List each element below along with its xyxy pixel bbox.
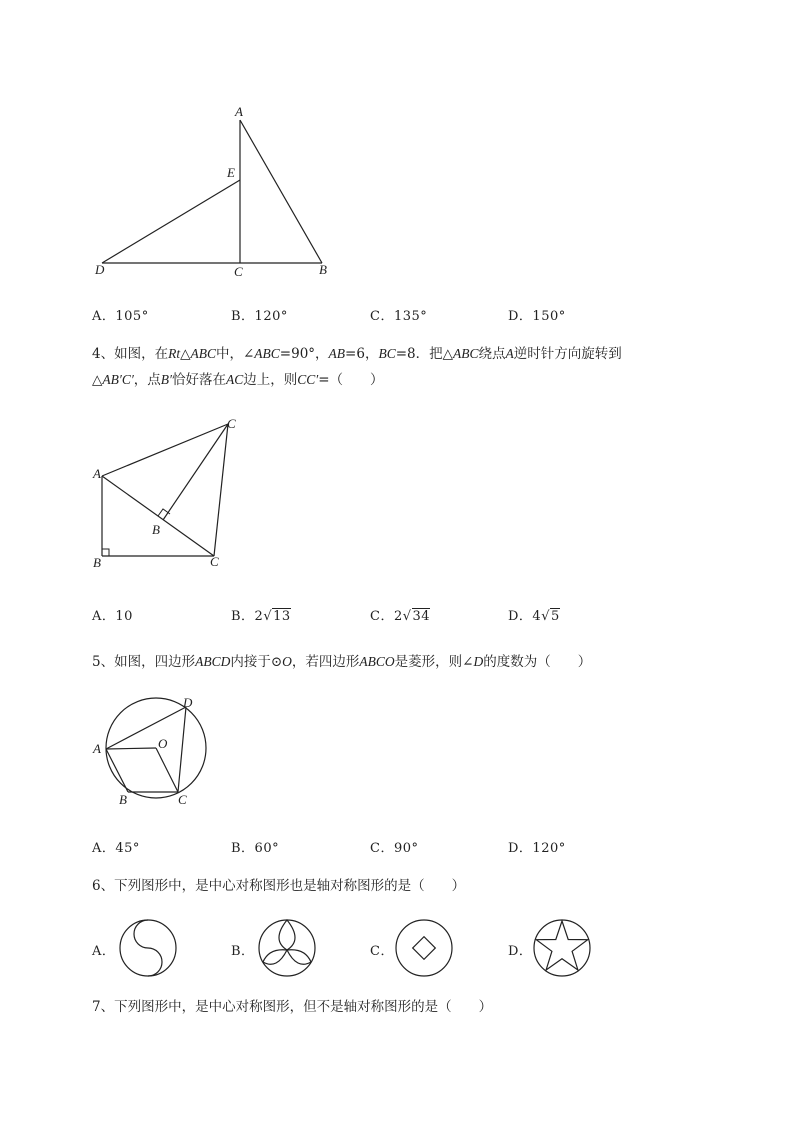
q3-option-b[interactable]: B．120° xyxy=(231,309,288,324)
q3-label-c: C xyxy=(234,264,243,279)
q5-segment-ao xyxy=(106,748,156,749)
q5-option-a[interactable]: A．45° xyxy=(92,841,140,856)
q4-option-d[interactable] xyxy=(508,605,560,624)
q5-label-c: C xyxy=(178,792,187,807)
q4-option-c[interactable] xyxy=(370,605,430,624)
q5-option-d[interactable]: D．120° xyxy=(508,841,566,856)
q4-right-angle-mark-b1 xyxy=(158,509,170,516)
q3-option-c[interactable]: C．135° xyxy=(370,309,428,324)
q4-option-d-prefix: D．4 xyxy=(508,609,542,624)
q5-label-d: D xyxy=(183,695,193,710)
q5-segment-oc xyxy=(156,748,178,792)
q6-option-b[interactable]: B． xyxy=(231,944,255,959)
q3-label-b: B xyxy=(319,262,327,277)
q4-segment-b1c1 xyxy=(163,424,228,520)
three-petal-circle-icon xyxy=(257,918,317,978)
q4-label-b1: B xyxy=(152,522,160,537)
q5-option-b[interactable]: B．60° xyxy=(231,841,280,856)
q4-option-a[interactable]: A．10 xyxy=(92,609,133,624)
q4-label-b: B xyxy=(93,555,101,570)
q6-option-a[interactable]: A． xyxy=(92,944,116,959)
q4-question-line1: 4、如图，在Rt△ABC中，∠ABC=90°，AB=6，BC=8．把△ABC绕点A逆时针方向旋转到 xyxy=(92,346,622,362)
sqrt-symbol: √34 xyxy=(402,609,431,624)
q5-label-b: B xyxy=(119,792,127,807)
q4-label-a: A xyxy=(93,466,101,481)
q3-option-a[interactable]: A．105° xyxy=(92,309,149,324)
q5-option-c[interactable]: C．90° xyxy=(370,841,419,856)
q5-label-a: A xyxy=(93,741,101,756)
q5-segment-dc xyxy=(178,707,186,792)
q3-triangle-figure xyxy=(80,100,340,285)
q3-label-a: A xyxy=(235,104,243,119)
q4-option-c-prefix: C．2 xyxy=(370,609,403,624)
sqrt-symbol: √13 xyxy=(263,609,291,624)
q3-option-d[interactable]: D．150° xyxy=(508,309,566,324)
sqrt-symbol: √5 xyxy=(541,609,560,624)
q5-segment-ad xyxy=(106,707,186,749)
q4-option-b-prefix: B．2 xyxy=(231,609,264,624)
q5-circle-figure xyxy=(85,693,225,813)
q6-option-c[interactable]: C． xyxy=(370,944,394,959)
q4-segment-ac1 xyxy=(102,424,228,476)
q4-option-b[interactable] xyxy=(231,605,291,624)
q4-question-line2: △AB′C′，点B′恰好落在AC边上，则CC′=（ ） xyxy=(92,372,384,388)
q5-question-line: 5、如图，四边形ABCD内接于⊙O，若四边形ABCO是菱形，则∠D的度数为（ ） xyxy=(92,654,592,670)
circle-with-square-icon xyxy=(394,918,454,978)
q4-segment-c1c xyxy=(214,424,228,556)
q4-right-angle-mark-b xyxy=(102,549,109,556)
q5-segment-ab xyxy=(106,749,128,792)
q6-option-d[interactable]: D． xyxy=(508,944,533,959)
q3-segment-de xyxy=(102,180,240,263)
q7-question-line: 7、下列图形中，是中心对称图形，但不是轴对称图形的是（ ） xyxy=(92,999,493,1015)
q6-question-line: 6、下列图形中，是中心对称图形也是轴对称图形的是（ ） xyxy=(92,878,466,894)
yin-yang-icon xyxy=(118,918,178,978)
q5-label-o: O xyxy=(158,736,168,751)
q3-label-e: E xyxy=(227,165,235,180)
q3-segment-ab-slant xyxy=(240,120,322,263)
circle-with-star-icon xyxy=(532,918,592,978)
q4-rotation-figure xyxy=(80,410,260,580)
q4-label-c1: C xyxy=(227,416,236,431)
q3-label-d: D xyxy=(95,262,105,277)
q4-label-c: C xyxy=(210,554,219,569)
